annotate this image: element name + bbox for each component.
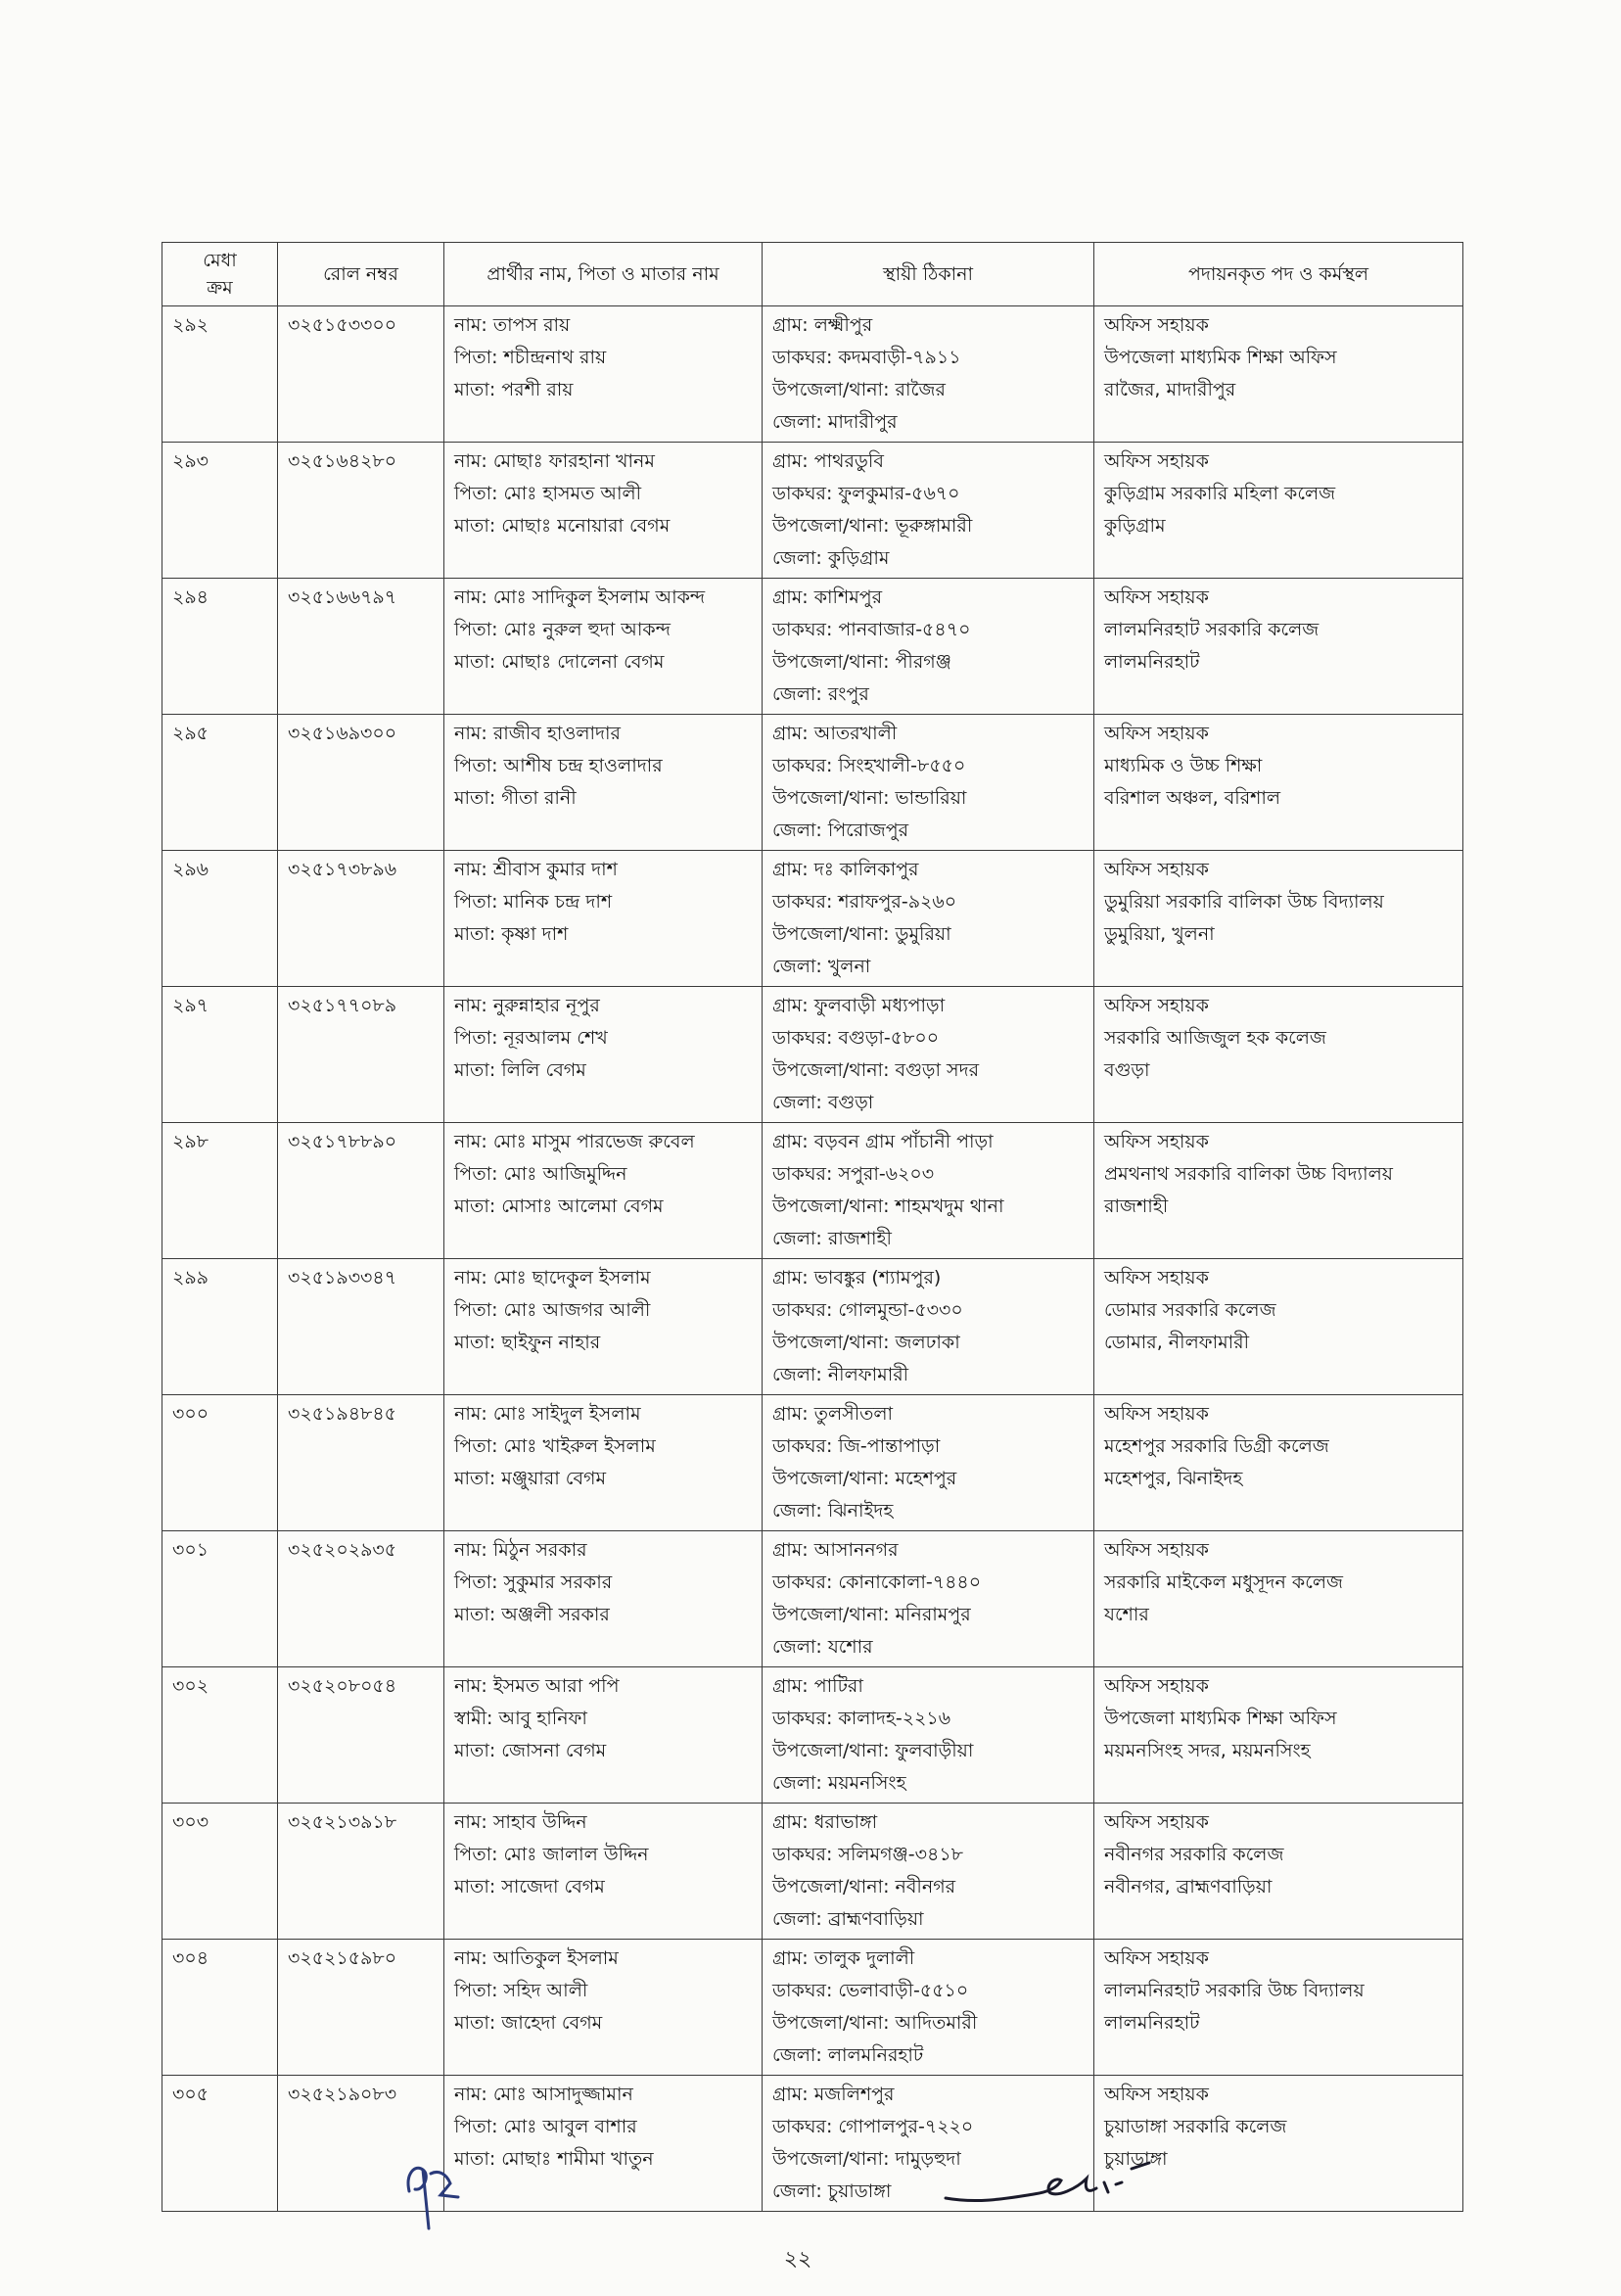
table-row: [162, 2076, 1463, 2212]
header-merit-line: ক্রম: [207, 277, 233, 299]
table-row: [162, 715, 1463, 851]
merit-cell: ২৯৯: [162, 1259, 278, 1395]
posting-cell: [1094, 1667, 1463, 1804]
posting-cell-line: ডোমার, নীলফামারী: [1104, 1332, 1250, 1353]
posting-cell: [1094, 851, 1463, 987]
header-address: স্থায়ী ঠিকানা: [763, 243, 1094, 306]
posting-cell-line: চুয়াডাঙ্গা সরকারি কলেজ: [1104, 2116, 1287, 2137]
posting-cell-line: রাজৈর, মাদারীপুর: [1104, 379, 1236, 400]
posting-cell-line: বগুড়া: [1104, 1059, 1150, 1081]
address-cell: [763, 443, 1094, 579]
address-cell-line: গ্রাম: পাটিরা: [772, 1675, 863, 1697]
name-cell-line: মাতা: কৃষ্ণা দাশ: [454, 923, 569, 945]
posting-cell-line: রাজশাহী: [1104, 1195, 1169, 1217]
address-cell-line: ডাকঘর: জি-পান্তাপাড়া: [772, 1435, 941, 1457]
header-merit-line: মেধা: [203, 250, 237, 271]
address-cell-line: উপজেলা/থানা: নবীনগর: [772, 1876, 956, 1898]
merit-cell: ২৯২: [162, 306, 278, 443]
name-cell: [444, 1123, 763, 1259]
posting-cell-line: অফিস সহায়ক: [1104, 1811, 1209, 1833]
posting-cell-line: সরকারি মাইকেল মধুসূদন কলেজ: [1104, 1571, 1343, 1593]
merit-cell: ৩০১: [162, 1531, 278, 1667]
address-cell-line: ডাকঘর: পানবাজার-৫৪৭০: [772, 619, 971, 640]
table-row: [162, 1804, 1463, 1940]
posting-cell-line: ডুমুরিয়া সরকারি বালিকা উচ্চ বিদ্যালয়: [1104, 891, 1384, 913]
name-cell: [444, 851, 763, 987]
posting-cell-line: অফিস সহায়ক: [1104, 2084, 1209, 2105]
address-cell-line: উপজেলা/থানা: আদিতমারী: [772, 2012, 978, 2034]
name-cell-line: পিতা: মোঃ খাইরুল ইসলাম: [454, 1435, 656, 1457]
name-cell-line: মাতা: মোসাঃ আলেমা বেগম: [454, 1195, 664, 1217]
posting-cell-line: অফিস সহায়ক: [1104, 1675, 1209, 1697]
roll-cell: ৩২৫২০২৯৩৫: [278, 1531, 444, 1667]
name-cell-line: নাম: শ্রীবাস কুমার দাশ: [454, 859, 618, 880]
merit-cell: ৩০৩: [162, 1804, 278, 1940]
posting-cell: [1094, 306, 1463, 443]
posting-cell-line: সরকারি আজিজুল হক কলেজ: [1104, 1027, 1326, 1049]
address-cell-line: জেলা: রাজশাহী: [772, 1228, 892, 1249]
posting-cell: [1094, 715, 1463, 851]
address-cell-line: জেলা: খুলনা: [772, 956, 871, 977]
table-header-row: [162, 243, 1463, 306]
name-cell-line: মাতা: জোসনা বেগম: [454, 1740, 607, 1761]
address-cell: [763, 1804, 1094, 1940]
posting-cell-line: ডুমুরিয়া, খুলনা: [1104, 923, 1215, 945]
name-cell-line: পিতা: শচীন্দ্রনাথ রায়: [454, 347, 607, 368]
posting-cell-line: কুড়িগ্রাম সরকারি মহিলা কলেজ: [1104, 483, 1336, 504]
name-cell-line: নাম: সাহাব উদ্দিন: [454, 1811, 587, 1833]
address-cell: [763, 1123, 1094, 1259]
posting-cell-line: অফিস সহায়ক: [1104, 314, 1209, 336]
address-cell-line: ডাকঘর: কোনাকোলা-৭৪৪০: [772, 1571, 982, 1593]
posting-cell-line: ডোমার সরকারি কলেজ: [1104, 1299, 1276, 1321]
address-cell-line: ডাকঘর: সিংহখালী-৮৫৫০: [772, 755, 966, 776]
roll-cell: ৩২৫১৬৯৩০০: [278, 715, 444, 851]
name-cell-line: মাতা: মঞ্জুয়ারা বেগম: [454, 1468, 607, 1489]
table-row: [162, 1667, 1463, 1804]
address-cell-line: উপজেলা/থানা: বগুড়া সদর: [772, 1059, 980, 1081]
name-cell-line: পিতা: সহিদ আলী: [454, 1980, 588, 2001]
address-cell-line: গ্রাম: ভাবঙ্কুর (শ্যামপুর): [772, 1267, 942, 1289]
merit-cell: ৩০০: [162, 1395, 278, 1531]
name-cell: [444, 579, 763, 715]
name-cell: [444, 1395, 763, 1531]
merit-cell: ৩০৫: [162, 2076, 278, 2212]
address-cell: [763, 579, 1094, 715]
posting-cell: [1094, 1940, 1463, 2076]
address-cell-line: ডাকঘর: সলিমগঞ্জ-৩৪১৮: [772, 1844, 963, 1865]
roll-cell: ৩২৫১৬৪২৮০: [278, 443, 444, 579]
posting-cell-line: মাধ্যমিক ও উচ্চ শিক্ষা: [1104, 755, 1263, 776]
roll-cell: ৩২৫১৭৮৮৯০: [278, 1123, 444, 1259]
posting-cell: [1094, 1395, 1463, 1531]
address-cell-line: ডাকঘর: ফুলকুমার-৫৬৭০: [772, 483, 960, 504]
address-cell: [763, 306, 1094, 443]
merit-cell: ৩০৪: [162, 1940, 278, 2076]
name-cell: [444, 306, 763, 443]
posting-cell-line: উপজেলা মাধ্যমিক শিক্ষা অফিস: [1104, 1708, 1337, 1729]
posting-cell: [1094, 443, 1463, 579]
name-cell-line: নাম: মোছাঃ ফারহানা খানম: [454, 450, 655, 472]
name-cell: [444, 715, 763, 851]
address-cell-line: ডাকঘর: সপুরা-৬২০৩: [772, 1163, 935, 1185]
address-cell-line: উপজেলা/থানা: ডুমুরিয়া: [772, 923, 951, 945]
address-cell-line: ডাকঘর: কালাদহ-২২১৬: [772, 1708, 951, 1729]
posting-cell-line: বরিশাল অঞ্চল, বরিশাল: [1104, 787, 1281, 809]
roll-cell: ৩২৫২০৮০৫৪: [278, 1667, 444, 1804]
address-cell-line: ডাকঘর: বগুড়া-৫৮০০: [772, 1027, 940, 1049]
address-cell-line: ডাকঘর: শরাফপুর-৯২৬০: [772, 891, 957, 913]
name-cell-line: পিতা: আশীষ চন্দ্র হাওলাদার: [454, 755, 663, 776]
address-cell-line: গ্রাম: লক্ষ্মীপুর: [772, 314, 873, 336]
header-name: প্রার্থীর নাম, পিতা ও মাতার নাম: [444, 243, 763, 306]
address-cell-line: গ্রাম: আতরখালী: [772, 723, 898, 744]
name-cell-line: মাতা: মোছাঃ শামীমা খাতুন: [454, 2148, 654, 2170]
merit-cell: ২৯৮: [162, 1123, 278, 1259]
posting-cell-line: কুড়িগ্রাম: [1104, 515, 1166, 537]
address-cell-line: জেলা: ঝিনাইদহ: [772, 1500, 894, 1522]
name-cell-line: মাতা: পরশী রায়: [454, 379, 574, 400]
merit-cell: ২৯৫: [162, 715, 278, 851]
address-cell-line: জেলা: চুয়াডাঙ্গা: [772, 2180, 892, 2202]
address-cell-line: জেলা: মাদারীপুর: [772, 411, 898, 433]
merit-cell: ৩০২: [162, 1667, 278, 1804]
address-cell-line: গ্রাম: দঃ কালিকাপুর: [772, 859, 919, 880]
roll-cell: ৩২৫১৭৭০৮৯: [278, 987, 444, 1123]
posting-cell-line: অফিস সহায়ক: [1104, 1267, 1209, 1289]
name-cell: [444, 1940, 763, 2076]
merit-cell: ২৯৪: [162, 579, 278, 715]
name-cell: [444, 987, 763, 1123]
address-cell-line: গ্রাম: পাথরডুবি: [772, 450, 884, 472]
address-cell-line: উপজেলা/থানা: পীরগঞ্জ: [772, 651, 951, 673]
address-cell-line: উপজেলা/থানা: মহেশপুর: [772, 1468, 957, 1489]
name-cell: [444, 1667, 763, 1804]
name-cell-line: পিতা: নূরআলম শেখ: [454, 1027, 608, 1049]
page-number: ২২: [783, 2247, 812, 2272]
name-cell-line: নাম: আতিকুল ইসলাম: [454, 1947, 619, 1969]
roll-cell: ৩২৫১৯৩৩৪৭: [278, 1259, 444, 1395]
table-row: [162, 851, 1463, 987]
address-cell-line: গ্রাম: ধরাভাঙ্গা: [772, 1811, 878, 1833]
name-cell-line: মাতা: অঞ্জলী সরকার: [454, 1604, 610, 1625]
address-cell-line: গ্রাম: তুলসীতলা: [772, 1403, 894, 1425]
address-cell-line: জেলা: বগুড়া: [772, 1092, 874, 1113]
table-row: [162, 1940, 1463, 2076]
posting-cell-line: অফিস সহায়ক: [1104, 1539, 1209, 1561]
name-cell-line: পিতা: মোঃ আজিমুদ্দিন: [454, 1163, 627, 1185]
posting-cell-line: উপজেলা মাধ্যমিক শিক্ষা অফিস: [1104, 347, 1337, 368]
name-cell: [444, 443, 763, 579]
posting-cell-line: লালমনিরহাট: [1104, 2012, 1200, 2034]
address-cell-line: জেলা: কুড়িগ্রাম: [772, 547, 890, 569]
posting-cell-line: অফিস সহায়ক: [1104, 1403, 1209, 1425]
table-row: [162, 306, 1463, 443]
table-row: [162, 987, 1463, 1123]
name-cell-line: মাতা: সাজেদা বেগম: [454, 1876, 605, 1898]
posting-cell-line: লালমনিরহাট সরকারি উচ্চ বিদ্যালয়: [1104, 1980, 1365, 2001]
address-cell-line: উপজেলা/থানা: রাজৈর: [772, 379, 946, 400]
roll-cell: ৩২৫১৫৩৩০০: [278, 306, 444, 443]
posting-cell-line: যশোর: [1104, 1604, 1149, 1625]
address-cell-line: উপজেলা/থানা: জলঢাকা: [772, 1332, 960, 1353]
posting-cell: [1094, 1531, 1463, 1667]
address-cell: [763, 1940, 1094, 2076]
address-cell-line: উপজেলা/থানা: দামুড়হুদা: [772, 2148, 961, 2170]
address-cell-line: ডাকঘর: ভেলাবাড়ী-৫৫১০: [772, 1980, 969, 2001]
header-roll: রোল নম্বর: [278, 243, 444, 306]
name-cell-line: পিতা: মোঃ আজগর আলী: [454, 1299, 651, 1321]
table-row: [162, 1123, 1463, 1259]
address-cell-line: গ্রাম: মজলিশপুর: [772, 2084, 895, 2105]
address-cell-line: উপজেলা/থানা: ফুলবাড়ীয়া: [772, 1740, 974, 1761]
name-cell-line: মাতা: গীতা রানী: [454, 787, 577, 809]
posting-cell-line: লালমনিরহাট: [1104, 651, 1200, 673]
posting-cell-line: প্রমথনাথ সরকারি বালিকা উচ্চ বিদ্যালয়: [1104, 1163, 1393, 1185]
posting-cell: [1094, 1804, 1463, 1940]
roll-cell: ৩২৫১৯৪৮৪৫: [278, 1395, 444, 1531]
address-cell-line: উপজেলা/থানা: মনিরামপুর: [772, 1604, 971, 1625]
table-row: [162, 1395, 1463, 1531]
posting-cell-line: নবীনগর সরকারি কলেজ: [1104, 1844, 1284, 1865]
posting-cell-line: ময়মনসিংহ সদর, ময়মনসিংহ: [1104, 1740, 1311, 1761]
posting-cell-line: মহেশপুর সরকারি ডিগ্রী কলেজ: [1104, 1435, 1329, 1457]
signature: [940, 2159, 1175, 2218]
address-cell-line: জেলা: ময়মনসিংহ: [772, 1772, 906, 1794]
posting-cell-line: অফিস সহায়ক: [1104, 859, 1209, 880]
name-cell-line: নাম: নুরুন্নাহার নূপুর: [454, 995, 600, 1016]
posting-cell: [1094, 579, 1463, 715]
address-cell-line: গ্রাম: ফুলবাড়ী মধ্যপাড়া: [772, 995, 946, 1016]
merit-cell: ২৯৩: [162, 443, 278, 579]
name-cell-line: নাম: মোঃ আসাদুজ্জামান: [454, 2084, 633, 2105]
name-cell-line: নাম: মিঠুন সরকার: [454, 1539, 587, 1561]
address-cell-line: ডাকঘর: গোপালপুর-৭২২০: [772, 2116, 974, 2137]
name-cell-line: পিতা: সুকুমার সরকার: [454, 1571, 613, 1593]
posting-cell-line: চুয়াডাঙ্গা: [1104, 2148, 1168, 2170]
address-cell-line: গ্রাম: আসাননগর: [772, 1539, 899, 1561]
posting-cell: [1094, 1123, 1463, 1259]
name-cell-line: মাতা: মোছাঃ দোলেনা বেগম: [454, 651, 665, 673]
address-cell-line: জেলা: ব্রাহ্মণবাড়িয়া: [772, 1908, 924, 1930]
name-cell-line: মাতা: মোছাঃ মনোয়ারা বেগম: [454, 515, 671, 537]
name-cell-line: পিতা: মোঃ জালাল উদ্দিন: [454, 1844, 649, 1865]
merit-cell: ২৯৭: [162, 987, 278, 1123]
table-row: [162, 579, 1463, 715]
posting-cell-line: অফিস সহায়ক: [1104, 1947, 1209, 1969]
name-cell-line: পিতা: মানিক চন্দ্র দাশ: [454, 891, 613, 913]
name-cell-line: পিতা: মোঃ আবুল বাশার: [454, 2116, 637, 2137]
name-cell-line: পিতা: মোঃ নুরুল হুদা আকন্দ: [454, 619, 671, 640]
address-cell-line: জেলা: যশোর: [772, 1636, 873, 1658]
address-cell-line: ডাকঘর: গোলমুন্ডা-৫৩৩০: [772, 1299, 963, 1321]
roll-cell: ৩২৫২১৯০৮৩: [278, 2076, 444, 2212]
posting-cell: [1094, 1259, 1463, 1395]
name-cell-line: মাতা: ছাইফুন নাহার: [454, 1332, 601, 1353]
name-cell-line: নাম: মোঃ মাসুম পারভেজ রুবেল: [454, 1131, 695, 1152]
initials-signature: [401, 2144, 470, 2232]
name-cell-line: নাম: রাজীব হাওলাদার: [454, 723, 621, 744]
posting-cell-line: মহেশপুর, ঝিনাইদহ: [1104, 1468, 1243, 1489]
name-cell: [444, 2076, 763, 2212]
address-cell-line: গ্রাম: তালুক দুলালী: [772, 1947, 915, 1969]
table-row: [162, 1531, 1463, 1667]
address-cell-line: জেলা: পিরোজপুর: [772, 820, 909, 841]
address-cell-line: জেলা: লালমনিরহাট: [772, 2044, 924, 2066]
name-cell: [444, 1259, 763, 1395]
address-cell-line: ডাকঘর: কদমবাড়ী-৭৯১১: [772, 347, 961, 368]
address-cell: [763, 1395, 1094, 1531]
header-posting: পদায়নকৃত পদ ও কর্মস্থল: [1094, 243, 1463, 306]
name-cell-line: মাতা: জাহেদা বেগম: [454, 2012, 603, 2034]
name-cell-line: নাম: মোঃ সাদিকুল ইসলাম আকন্দ: [454, 586, 706, 608]
name-cell-line: নাম: মোঃ ছাদেকুল ইসলাম: [454, 1267, 651, 1289]
address-cell-line: জেলা: নীলফামারী: [772, 1364, 909, 1385]
posting-cell-line: অফিস সহায়ক: [1104, 586, 1209, 608]
name-cell-line: নাম: তাপস রায়: [454, 314, 571, 336]
name-cell-line: পিতা: মোঃ হাসমত আলী: [454, 483, 642, 504]
address-cell: [763, 851, 1094, 987]
address-cell-line: উপজেলা/থানা: ভান্ডারিয়া: [772, 787, 967, 809]
posting-cell-line: অফিস সহায়ক: [1104, 995, 1209, 1016]
header-merit: [162, 243, 278, 306]
address-cell-line: জেলা: রংপুর: [772, 683, 869, 705]
posting-cell-line: অফিস সহায়ক: [1104, 450, 1209, 472]
address-cell: [763, 1259, 1094, 1395]
name-cell: [444, 1531, 763, 1667]
posting-cell-line: অফিস সহায়ক: [1104, 1131, 1209, 1152]
table-row: [162, 443, 1463, 579]
roll-cell: ৩২৫২১৫৯৮০: [278, 1940, 444, 2076]
address-cell: [763, 1667, 1094, 1804]
address-cell: [763, 987, 1094, 1123]
address-cell-line: উপজেলা/থানা: শাহমখদুম থানা: [772, 1195, 1004, 1217]
roll-cell: ৩২৫২১৩৯১৮: [278, 1804, 444, 1940]
name-cell-line: মাতা: লিলি বেগম: [454, 1059, 586, 1081]
address-cell-line: গ্রাম: বড়বন গ্রাম পাঁচানী পাড়া: [772, 1131, 994, 1152]
address-cell-line: উপজেলা/থানা: ভূরুঙ্গামারী: [772, 515, 973, 537]
merit-list-table: [162, 242, 1463, 2212]
posting-cell-line: লালমনিরহাট সরকারি কলেজ: [1104, 619, 1320, 640]
address-cell: [763, 1531, 1094, 1667]
posting-cell-line: অফিস সহায়ক: [1104, 723, 1209, 744]
name-cell-line: নাম: মোঃ সাইদুল ইসলাম: [454, 1403, 641, 1425]
name-cell-line: স্বামী: আবু হানিফা: [454, 1708, 587, 1729]
merit-cell: ২৯৬: [162, 851, 278, 987]
roll-cell: ৩২৫১৬৬৭৯৭: [278, 579, 444, 715]
posting-cell: [1094, 987, 1463, 1123]
name-cell: [444, 1804, 763, 1940]
address-cell-line: গ্রাম: কাশিমপুর: [772, 586, 883, 608]
posting-cell-line: নবীনগর, ব্রাহ্মণবাড়িয়া: [1104, 1876, 1273, 1898]
table-row: [162, 1259, 1463, 1395]
name-cell-line: নাম: ইসমত আরা পপি: [454, 1675, 620, 1697]
address-cell: [763, 715, 1094, 851]
roll-cell: ৩২৫১৭৩৮৯৬: [278, 851, 444, 987]
